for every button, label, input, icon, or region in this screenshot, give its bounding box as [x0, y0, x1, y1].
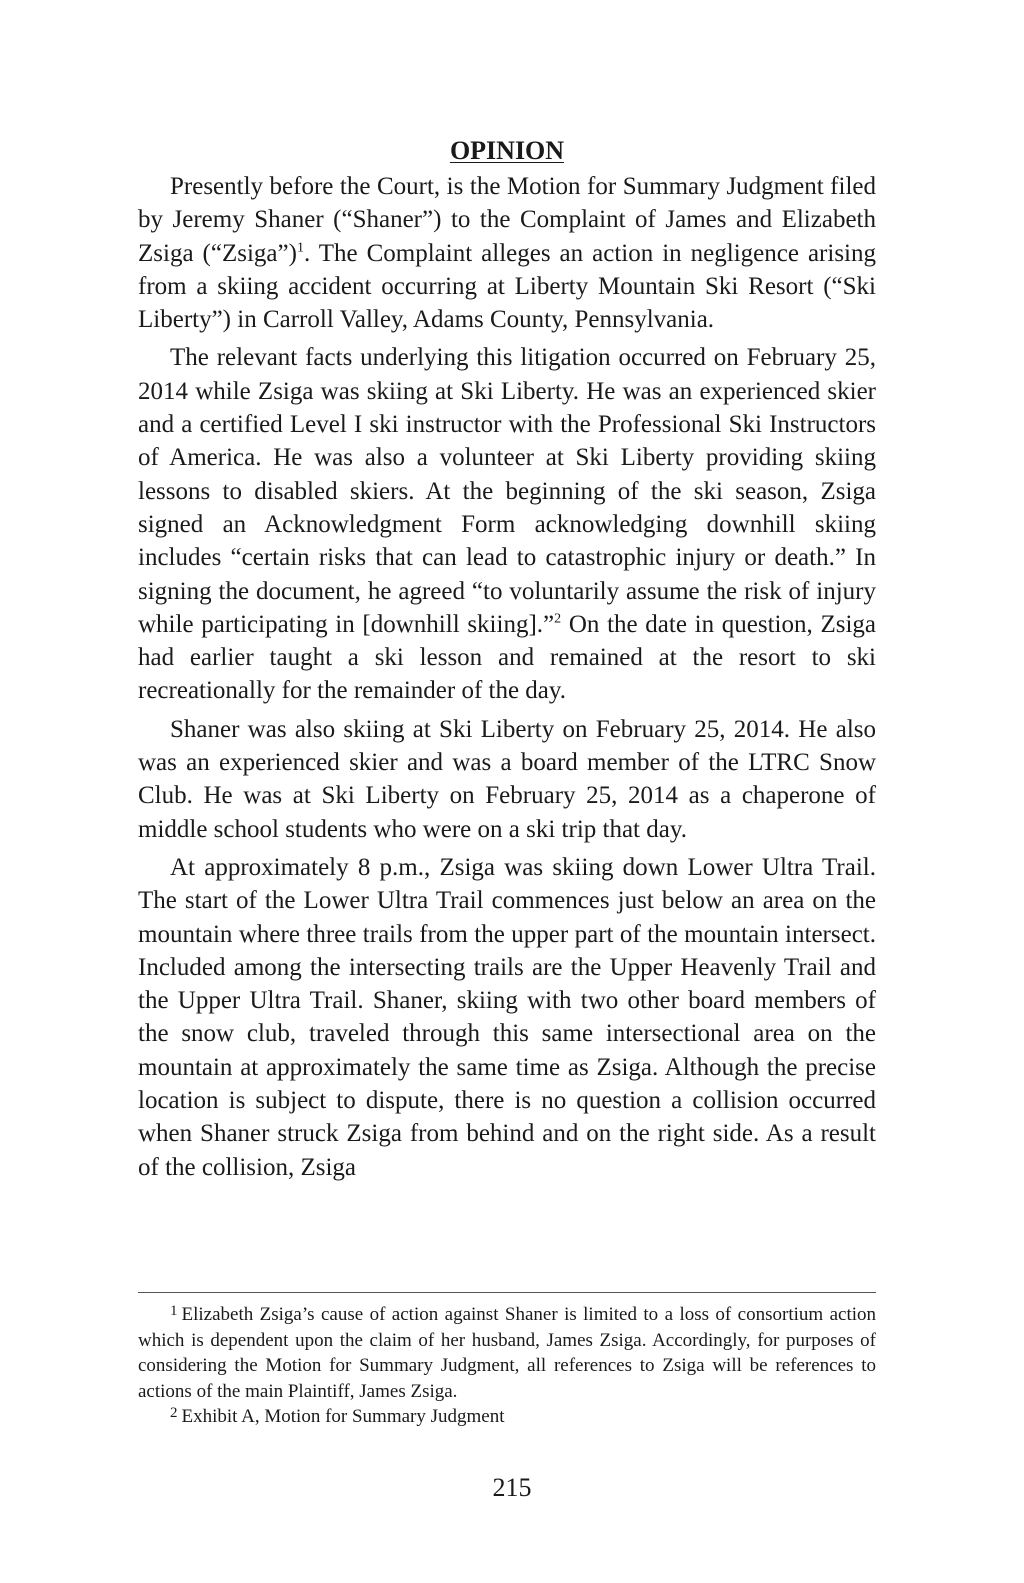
- paragraph-1-text-before: Presently before the Court, is the Motion for Summary Judgment filed by Jeremy Shaner (“Shaner”) to the Complaint of James and Elizabeth Zsiga (“Zsiga”): [138, 173, 876, 267]
- footnotes-section: [138, 1302, 876, 1430]
- footnote-1-number: 1: [170, 1303, 178, 1319]
- footnote-1: [138, 1302, 876, 1404]
- paragraph-2-text-after: On the date in question, Zsiga had earlier taught a ski lesson and remained at the resort to ski recreationally for the remainder of the day.: [138, 610, 876, 705]
- paragraph-3: [138, 713, 876, 846]
- footnote-2: [138, 1404, 876, 1430]
- paragraph-3-text: Shaner was also skiing at Ski Liberty on February 25, 2014. He also was an experienced skier and was a board member of the LTRC Snow Club. He was at Ski Liberty on February 25, 2014 as a chaperone of middle school students who were on a ski trip that day.: [138, 715, 876, 843]
- footnote-2-number: 2: [170, 1405, 178, 1421]
- footnote-divider: [138, 1292, 876, 1293]
- opinion-body: [138, 132, 876, 1189]
- paragraph-2: [138, 341, 876, 707]
- paragraph-2-text-before: The relevant facts underlying this litigation occurred on February 25, 2014 while Zsiga was skiing at Ski Liberty. He was an experienced skier and a certified Level I ski instructor with the Professional Ski Instructors of America. He was also a volunteer at Ski Liberty providing skiing lessons to disabled skiers. At the beginning of the ski season, Zsiga signed an Acknowledgment Form acknowledging downhill skiing includes “certain risks that can lead to catastrophic injury or death.” In signing the document, he agreed “to voluntarily assume the risk of injury while participating in [downhill skiing].”: [138, 344, 876, 638]
- paragraph-4: [138, 851, 876, 1184]
- paragraph-4-text: At approximately 8 p.m., Zsiga was skiing down Lower Ultra Trail. The start of the Lower Ultra Trail commences just below an area on the mountain where three trails from the upper part of the mountain intersect. Included among the intersecting trails are the Upper Heavenly Trail and the Upper Ultra Trail. Shaner, skiing with two other board members of the snow club, traveled through this same intersectional area on the mountain at approximately the same time as Zsiga. Although the precise location is subject to dispute, there is no question a collision occurred when Shaner struck Zsiga from behind and on the right side. As a result of the collision, Zsiga: [138, 853, 876, 1181]
- paragraph-1: [138, 170, 876, 336]
- opinion-heading: OPINION: [449, 136, 565, 165]
- footnote-ref-1: 1: [296, 240, 304, 256]
- page-number: 215: [492, 1473, 532, 1502]
- footnote-2-text: Exhibit A, Motion for Summary Judgment: [181, 1406, 505, 1427]
- footnote-ref-2: 2: [554, 611, 562, 627]
- paragraph-1-text-after: . The Complaint alleges an action in negligence arising from a skiing accident occurring at Liberty Mountain Ski Resort (“Ski Liberty”) in Carroll Valley, Adams County, Pennsylvania.: [138, 239, 876, 334]
- footnote-1-text: Elizabeth Zsiga’s cause of action against Shaner is limited to a loss of consortium action which is dependent upon the claim of her husband, James Zsiga. Accordingly, for purposes of considering the Motion for Summary Judgment, all references to Zsiga will be references to actions of the main Plaintiff, James Zsiga.: [138, 1304, 876, 1402]
